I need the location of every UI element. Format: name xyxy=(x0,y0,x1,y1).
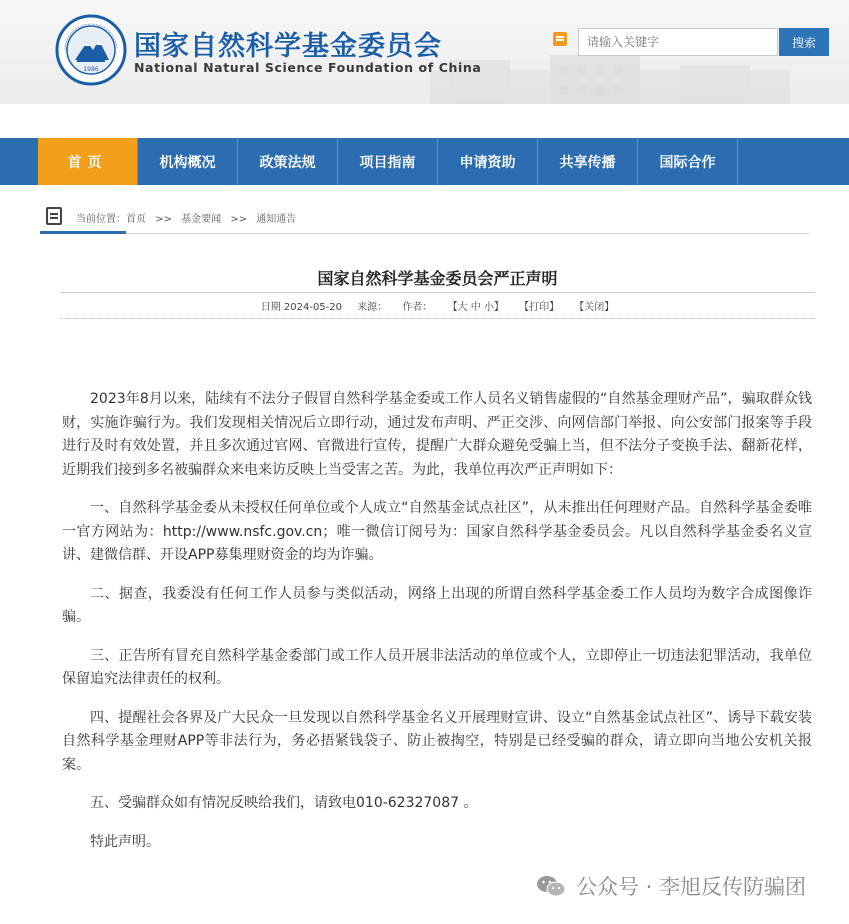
org-title-cn: 国家自然科学基金委员会 xyxy=(134,31,442,62)
breadcrumb-notice[interactable]: 通知通告 xyxy=(256,214,297,225)
divider xyxy=(60,292,815,293)
nav-item-international[interactable]: 国际合作 xyxy=(638,138,738,185)
nav-padding xyxy=(0,138,38,185)
nav-item-apply[interactable]: 申请资助 xyxy=(438,138,538,185)
breadcrumb-text xyxy=(76,210,302,225)
article-meta xyxy=(60,298,815,313)
article-paragraph: 三、正告所有冒充自然科学基金委部门或工作人员开展非法活动的单位或个人，立即停止一切违法犯罪活动，我单位保留追究法律责任的权利。 xyxy=(62,647,812,687)
nav-item-policy[interactable]: 政策法规 xyxy=(238,138,338,185)
breadcrumb-home[interactable]: 当前位置：首页 xyxy=(76,214,146,225)
article-source: 来源： xyxy=(357,302,388,313)
article-paragraph: 二、据查，我委没有任何工作人员参与类似活动，网络上出现的所谓自然科学基金委工作人员均为数字合成图像诈骗。 xyxy=(62,585,812,625)
close-link[interactable]: 【关闭】 xyxy=(574,302,615,313)
main-nav xyxy=(0,138,849,185)
article-paragraph: 2023年8月以来，陆续有不法分子假冒自然科学基金委或工作人员名义销售虚假的“自然基金理财产品”，骗取群众钱财，实施诈骗行为。我们发现相关情况后立即行动，通过发布声明、严正交涉、向网信部门举报、向公安部门报案等手段进行及时有效处置，并且多次通过官网、官微进行宣传，提醒广大群众避免受骗上当，但不法分子变换手法、翻新花样，近期我们接到多名被骗群众来电来访反映上当受害之苦。为此，我单位再次严正声明如下： xyxy=(62,391,812,478)
nav-item-guide[interactable]: 项目指南 xyxy=(338,138,438,185)
search-icon xyxy=(553,32,567,46)
breadcrumb-accent xyxy=(40,231,126,234)
breadcrumb-news[interactable]: 基金要闻 xyxy=(181,214,222,225)
article-paragraph: 四、提醒社会各界及广大民众一旦发现以自然科学基金名义开展理财宣讲、设立“自然基金试点社区”、诱导下载安装自然科学基金理财APP等非法行为，务必捂紧钱袋子、防止被掏空，特别是已经受骗的群众，请立即向当地公安机关报案。 xyxy=(62,709,812,773)
org-title-en: National Natural Science Foundation of China xyxy=(134,60,482,75)
article-title: 国家自然科学基金委员会严正声明 xyxy=(317,269,558,288)
building-decoration xyxy=(430,50,790,104)
wechat-icon xyxy=(536,874,566,898)
breadcrumb xyxy=(40,204,810,234)
divider xyxy=(60,318,815,319)
nav-item-home[interactable]: 首页 xyxy=(38,138,138,185)
watermark-text: 公众号 · 李旭反传防骗团 xyxy=(576,875,807,899)
search-button[interactable]: 搜索 xyxy=(779,28,829,56)
font-size-control[interactable]: 【大 中 小】 xyxy=(447,302,504,313)
search-input[interactable] xyxy=(578,28,778,56)
breadcrumb-sep: >> xyxy=(230,214,248,225)
emblem-year: 1986 xyxy=(83,66,99,73)
breadcrumb-sep: >> xyxy=(155,214,172,225)
article-paragraph: 五、受骗群众如有情况反映给我们，请致电010-62327087 。 xyxy=(90,795,478,811)
article-date: 日期 2024-05-20 xyxy=(260,302,342,313)
nsfc-emblem-icon[interactable] xyxy=(55,14,127,86)
print-link[interactable]: 【打印】 xyxy=(519,302,560,313)
nav-item-about[interactable]: 机构概况 xyxy=(138,138,238,185)
site-header xyxy=(0,0,849,104)
article-paragraph: 特此声明。 xyxy=(90,833,160,850)
nav-item-share[interactable]: 共享传播 xyxy=(538,138,638,185)
article-author: 作者： xyxy=(402,302,433,313)
article-paragraph: 一、自然科学基金委从未授权任何单位或个人成立“自然基金试点社区”，从未推出任何理财产品。自然科学基金委唯一官方网站为：http://www.nsfc.gov.cn；唯一微信订阅号为：国家自然科学基金委员会。凡以自然科学基金委名义宣讲、建微信群、开设APP募集理财资金的均为诈骗。 xyxy=(62,500,812,563)
wechat-watermark xyxy=(536,868,806,904)
article-body xyxy=(62,388,812,869)
location-icon xyxy=(46,207,62,225)
